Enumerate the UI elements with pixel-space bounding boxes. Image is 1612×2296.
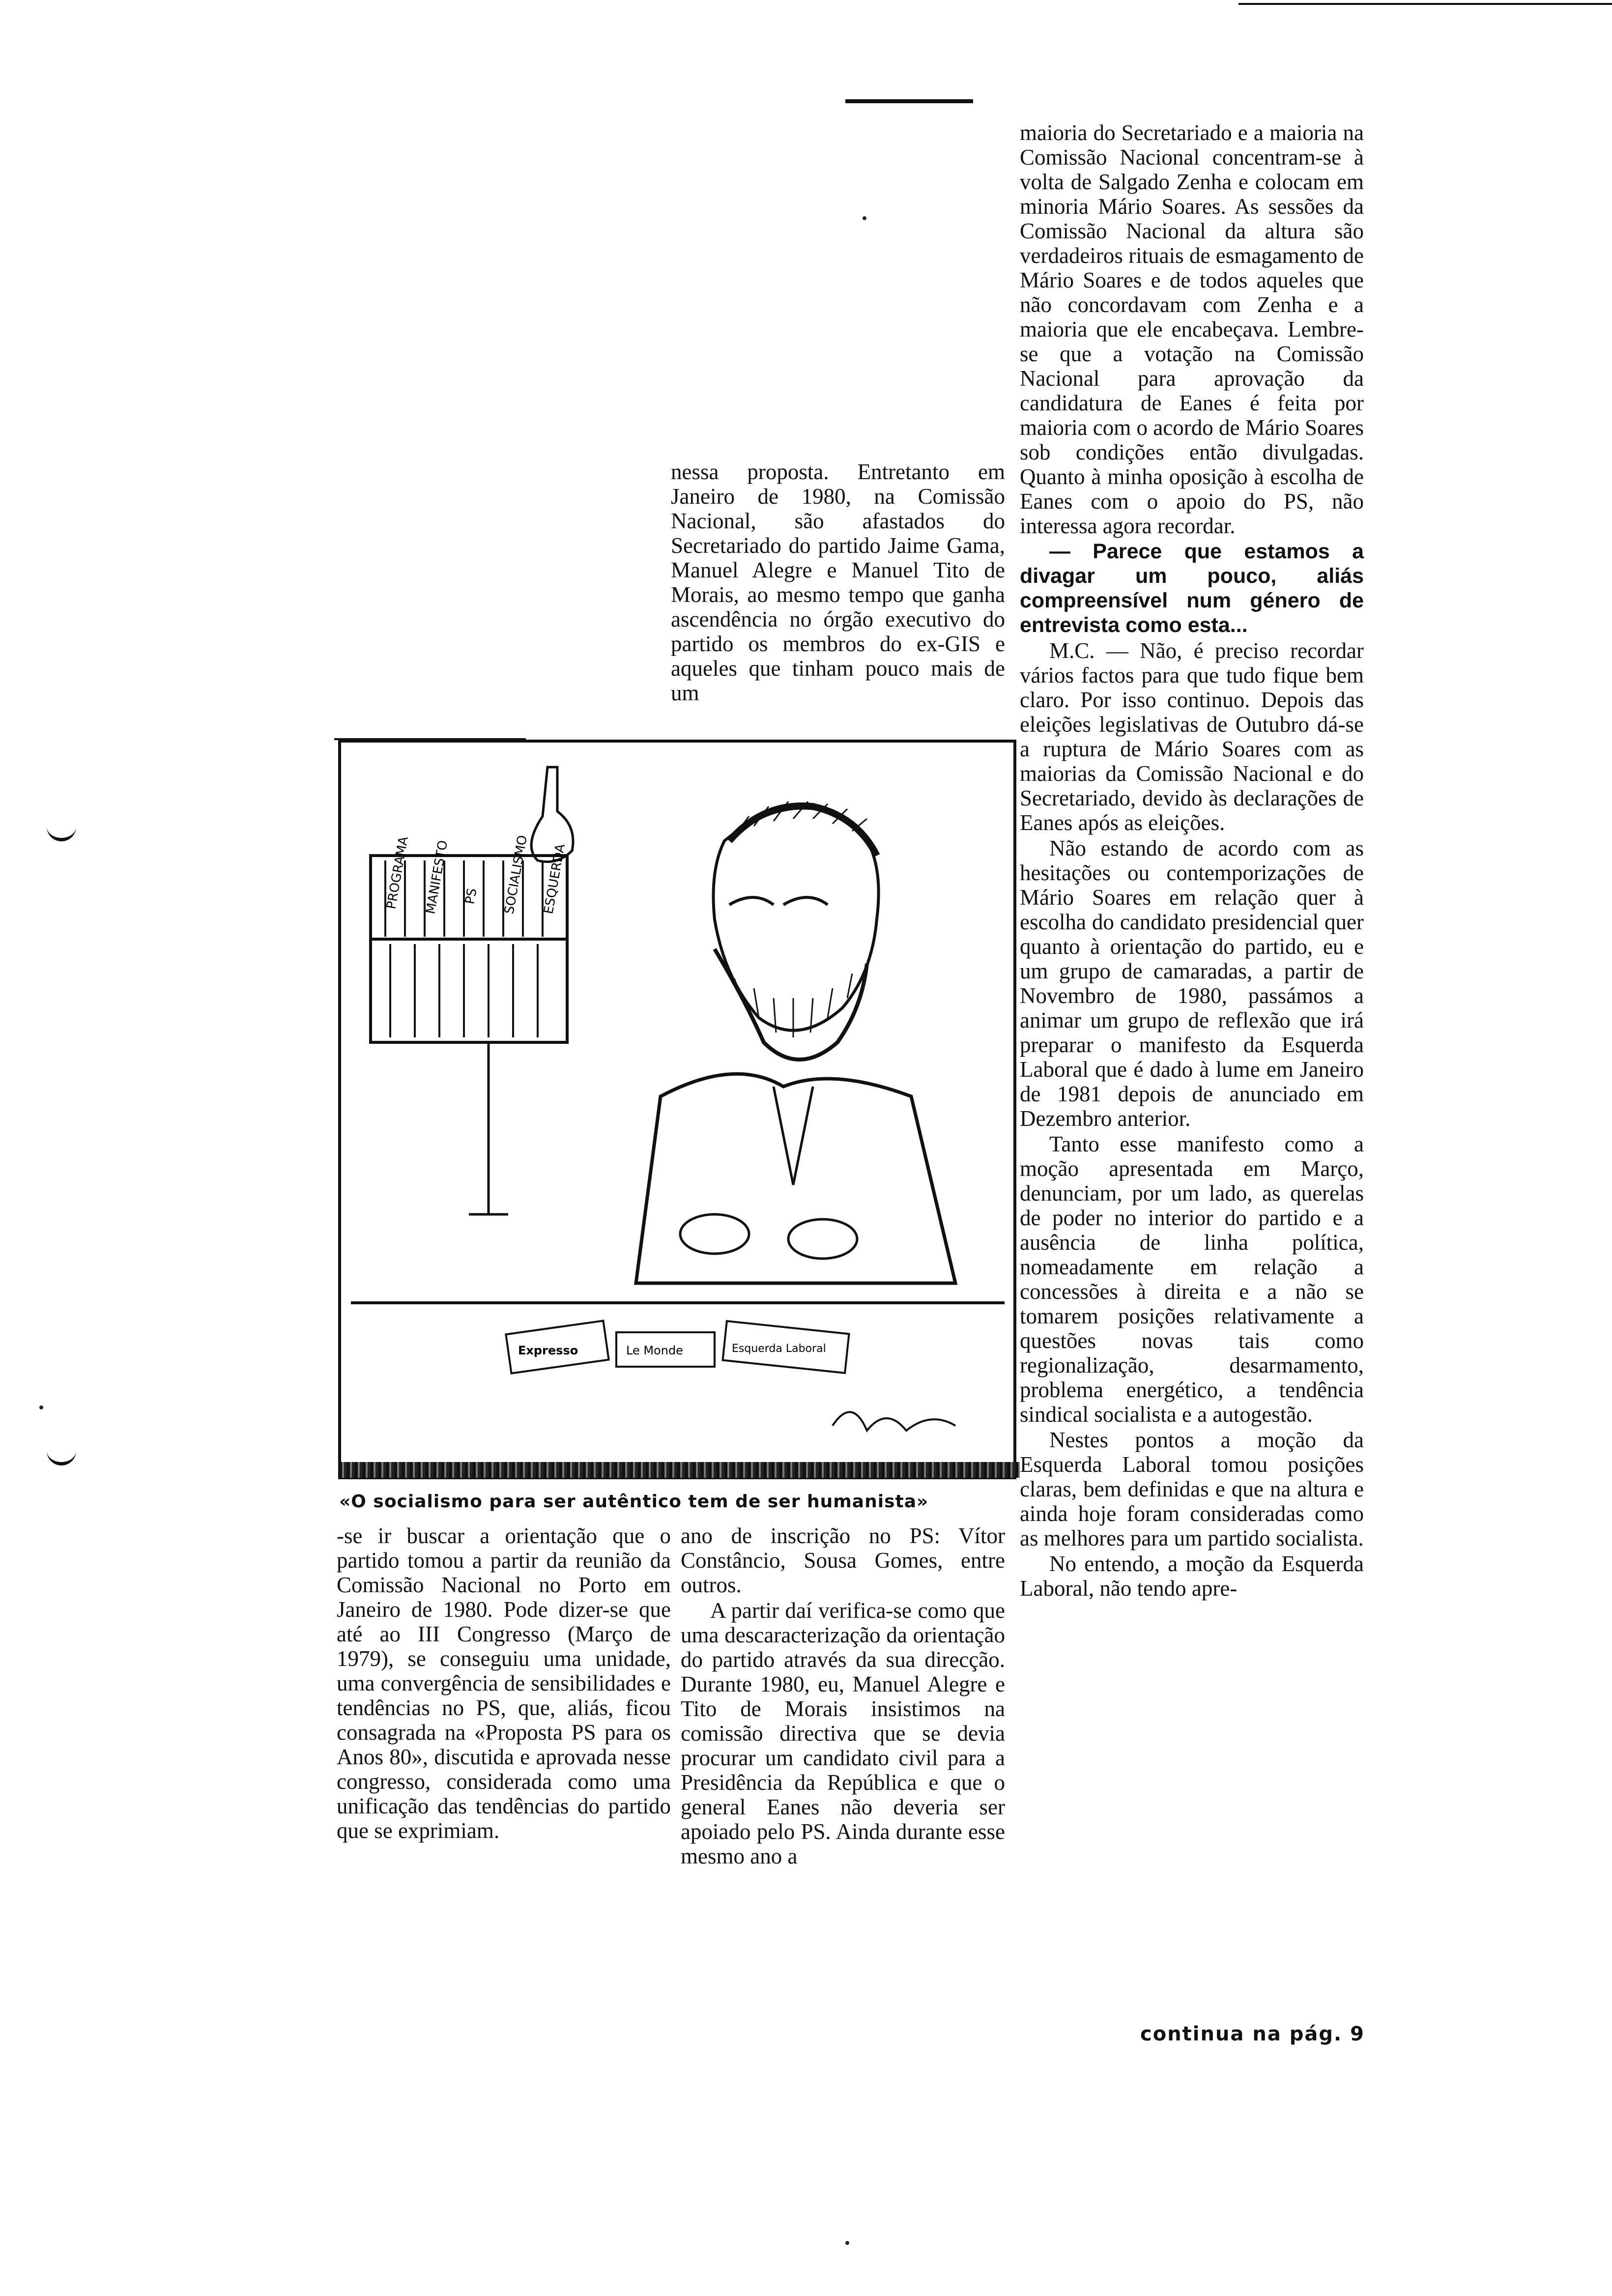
book-label: ESQUERDA <box>541 842 568 916</box>
book-label: SOCIALISMO <box>502 834 531 916</box>
column-b-paragraph: maioria do Secretariado e a maioria na Comissão Nacional concentram-se à volta de Salgado Zenha e colocam em minoria Mário Soares. As sessões da Comissão Nacional da altura são verdadeiros rituais de esmagamento de Mário Soares e de todos aqueles que não concordavam com Zenha e a maioria que ele encabeçava. Lembre-se que a votação na Comissão Nacional para aprovação da candidatura de Eanes é feita por maioria com o acordo de Mário Soares sob condições então divulgadas. Quanto à minha oposição à escolha de Eanes com o apoio do PS, não interessa agora recordar. <box>1020 120 1364 538</box>
book-label: MANIFESTO <box>423 839 451 916</box>
top-border-rule <box>1238 3 1612 5</box>
answer-paragraph-3: Tanto esse manifesto como a moção apresentada em Março, denunciam, por um lado, as querelas de poder no interior do partido e a ausência de linha política, nomeadamente em relação a concessões à direita e a não se tomarem posições relativamente a questões novas tais como regionalização, desarmamento, problema energético, a tendência sindical socialista e a autogestão. <box>1020 1132 1364 1427</box>
interview-question: — Parece que estamos a divagar um pouco, aliás compreensível num género de entrevista como esta... <box>1020 540 1364 637</box>
column-d-paragraph: A partir daí verifica-se como que uma descaracterização da orientação do partido através da sua direcção. Durante 1980, eu, Manuel Alegre e Tito de Morais insistimos na comissão directiva que se devia procurar um candidato civil para a Presidência da República e que o general Eanes não deveria ser apoiado pelo PS. Ainda durante esse mesmo ano a <box>681 1598 1005 1868</box>
column-d-paragraph: ano de inscrição no PS: Vítor Constâncio, Sousa Gomes, entre outros. <box>681 1523 1005 1597</box>
book-label: PS <box>462 887 480 906</box>
column-a-paragraph: nessa proposta. Entretanto em Janeiro de 1980, na Comissão Nacional, são afastados do Secretariado do partido Jaime Gama, Manuel Alegre e Manuel Tito de Morais, ao mesmo tempo que ganha ascendência no órgão executivo do partido os membros do ex-GIS e aqueles que tinham pouco mais de um <box>671 459 1005 705</box>
paper-label: Esquerda Laboral <box>732 1343 826 1355</box>
caricature-illustration <box>338 740 1016 1479</box>
caricature-drawing <box>341 743 1013 1476</box>
answer-paragraph-4: Nestes pontos a moção da Esquerda Laboral tomou posições claras, bem definidas e que na altura e ainda hoje foram consideradas como as melhores para um partido socialista. <box>1020 1428 1364 1550</box>
scan-dot <box>845 2241 849 2245</box>
scan-mark <box>47 1442 76 1465</box>
article-column-c <box>337 1523 671 1844</box>
column-c-paragraph: -se ir buscar a orientação que o partido tomou a partir da reunião da Comissão Nacional no Porto em Janeiro de 1980. Pode dizer-se que até ao III Congresso (Março de 1979), se conseguiu uma unidade, uma convergência de sensibilidades e tendências no PS, que, aliás, ficou consagrada na «Proposta PS para os Anos 80», discutida e aprovada nesse congresso, considerada como uma unificação das tendências do partido que se exprimiam. <box>337 1523 671 1843</box>
cartoon-base-rule <box>339 1462 1020 1478</box>
book-label: PROGRAMA <box>384 835 411 911</box>
paper-label: Expresso <box>518 1344 578 1357</box>
scan-dot <box>39 1406 43 1409</box>
answer-paragraph-2: Não estando de acordo com as hesitações ou contemporizações de Mário Soares em relação quer à escolha do candidato presidencial quer quanto à orientação do partido, eu e um grupo de camaradas, a partir de Novembro de 1980, passámos a animar um grupo de reflexão que irá preparar o manifesto da Esquerda Laboral que é dado à lume em Janeiro de 1981 depois de anunciado em Dezembro anterior. <box>1020 836 1364 1131</box>
article-column-b <box>1020 120 1364 1602</box>
article-column-a <box>671 459 1005 706</box>
article-column-d <box>681 1523 1005 1869</box>
answer-paragraph-5: No entendo, a moção da Esquerda Laboral, não tendo apre- <box>1020 1551 1364 1601</box>
scan-mark <box>47 818 76 841</box>
paper-label: Le Monde <box>626 1344 683 1357</box>
top-column-rule <box>845 99 973 103</box>
continued-on-page: continua na pág. 9 <box>1140 2023 1365 2045</box>
answer-paragraph-1: M.C. — Não, é preciso recordar vários factos para que tudo fique bem claro. Por isso continuo. Depois das eleições legislativas de Outubro dá-se a ruptura de Mário Soares com as maiorias da Comissão Nacional e do Secretariado, devido às declarações de Eanes após as eleições. <box>1020 638 1364 835</box>
scan-dot <box>863 216 866 220</box>
illustration-caption: «O socialismo para ser autêntico tem de ser humanista» <box>339 1492 929 1512</box>
